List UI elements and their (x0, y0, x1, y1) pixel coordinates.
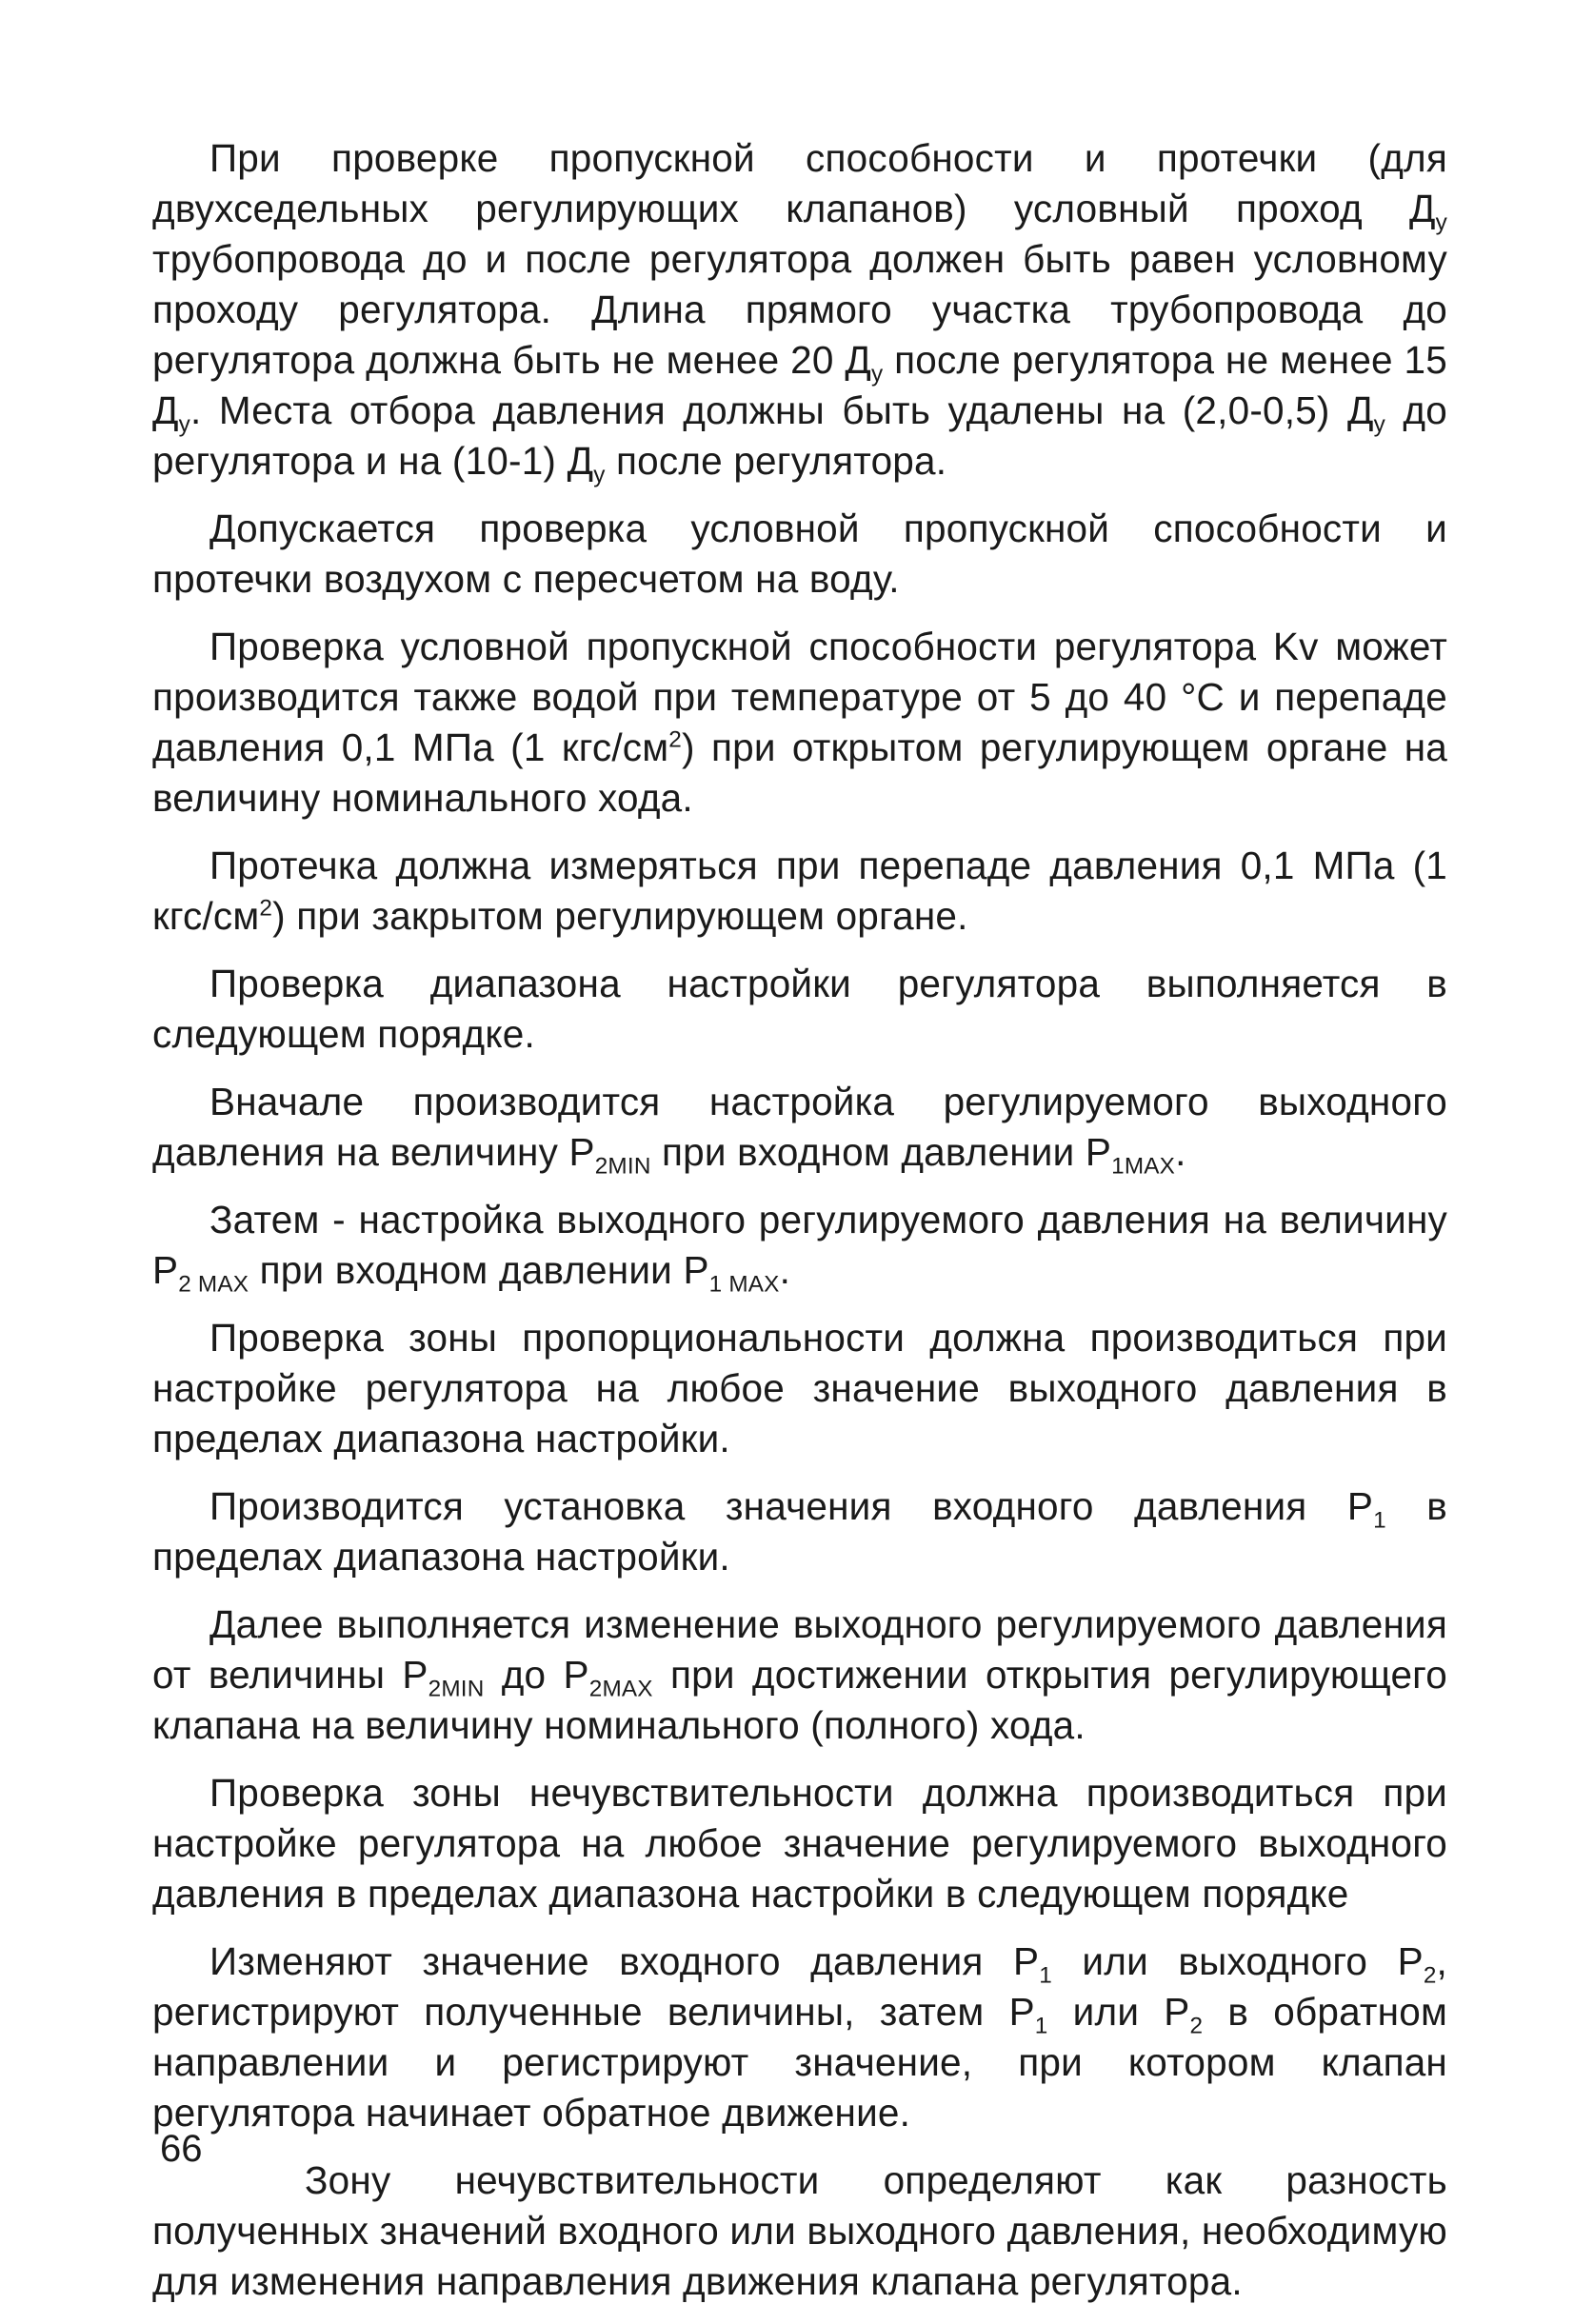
subscript: 1 MAX (708, 1271, 780, 1298)
text-run: при достижении открытия регулирующего клапана на величину номинального (полного) хода. (152, 1653, 1447, 1747)
text-run: в пределах диапазона настройки. (152, 1484, 1448, 1579)
superscript: 2 (259, 895, 273, 922)
text-run: Проверка диапазона настройки регулятора выполняется в следующем порядке. (152, 962, 1447, 1056)
text-run: Затем - настройка выходного регулируемого давления на величину Р (152, 1198, 1447, 1292)
paragraph-13 (152, 2155, 1447, 2307)
text-run: или Р (1047, 1990, 1190, 2034)
text-run: Проверка зоны нечувствительности должна производиться при настройке регулятора на любое значение регулируемого выходного давления в пределах диапазона настройки в следующем порядке (152, 1771, 1447, 1916)
paragraph-12 (152, 1937, 1447, 2138)
subscript: 1 (1373, 1507, 1386, 1534)
text-run: Проверка зоны пропорциональности должна производиться при настройке регулятора на любое значение выходного давления в пределах диапазона настройки. (152, 1316, 1447, 1460)
text-run: ) при открытом регулирующем органе на величину номинального хода. (152, 725, 1448, 820)
page-number: 66 (160, 2128, 203, 2170)
text-run: . (1175, 1130, 1186, 1174)
text-run: Зону нечувствительности определяют как разность полученных значений входного или выходного давления, необходимую для изменения направления движения клапана регулятора. (152, 2158, 1447, 2303)
subscript: у (1435, 209, 1447, 236)
text-run: Изменяют значение входного давления Р (209, 1939, 1040, 1983)
paragraph-5 (152, 959, 1447, 1060)
text-run: При проверке пропускной способности и протечки (для двухседельных регулирующих клапанов) условный проход Д (152, 136, 1447, 230)
text-run: Далее выполняется изменение выходного регулируемого давления от величины Р (152, 1602, 1447, 1697)
paragraph-9 (152, 1481, 1447, 1582)
paragraph-6 (152, 1077, 1447, 1178)
text-run: Протечка должна измеряться при перепаде давления 0,1 МПа (1 кгс/см (152, 844, 1447, 938)
subscript: 2MIN (594, 1153, 651, 1180)
text-run: Производится установка значения входного давления Р (209, 1484, 1374, 1528)
text-run: до регулятора и на (10-1) Д (152, 388, 1447, 483)
subscript: 1 (1039, 1962, 1052, 1989)
paragraph-3 (152, 622, 1447, 824)
text-run: при входном давлении Р (249, 1248, 709, 1292)
text-run: Допускается проверка условной пропускной способности и протечки воздухом с пересчетом на воду. (152, 507, 1447, 601)
text-run: , регистрируют полученные величины, затем Р (152, 1939, 1447, 2034)
paragraph-10 (152, 1599, 1447, 1751)
subscript: 2MAX (588, 1676, 653, 1702)
subscript: 2 MAX (178, 1271, 249, 1298)
page-body (152, 133, 1447, 2324)
subscript: у (1373, 411, 1386, 438)
text-run: после регулятора не менее 15 Д (152, 338, 1447, 432)
text-run: в обратном направлении и регистрируют значение, при котором клапан регулятора начинает обратное движение. (152, 1990, 1447, 2135)
subscript: 2 (1423, 1962, 1437, 1989)
subscript: у (593, 462, 606, 488)
text-run: до Р (484, 1653, 589, 1697)
text-run: при входном давлении Р (650, 1130, 1112, 1174)
text-run: после регулятора. (605, 439, 947, 483)
paragraph-11 (152, 1768, 1447, 1919)
text-run: . Места отбора давления должны быть удалены на (2,0-0,5) Д (190, 388, 1374, 432)
text-run: Проверка условной пропускной способности регулятора Kv может производится также водой при температуре от 5 до 40 °С и перепаде давления 0,1 МПа (1 кгс/см (152, 625, 1447, 769)
superscript: 2 (668, 726, 682, 753)
subscript: 1 (1034, 2013, 1048, 2039)
text-run: . (779, 1248, 791, 1292)
paragraph-8 (152, 1313, 1447, 1464)
paragraph-7 (152, 1195, 1447, 1296)
text-run: трубопровода до и после регулятора должен быть равен условному проходу регулятора. Длина прямого участка трубопровода до регулятора должна быть не менее 20 Д (152, 237, 1447, 382)
text-run: или выходного Р (1051, 1939, 1424, 1983)
subscript: 2 (1189, 2013, 1204, 2039)
paragraph-2 (152, 504, 1447, 605)
text-run: Вначале производится настройка регулируемого выходного давления на величину Р (152, 1080, 1447, 1174)
paragraph-4 (152, 841, 1447, 942)
subscript: 2MIN (428, 1676, 485, 1702)
paragraph-1 (152, 133, 1447, 487)
subscript: у (178, 411, 190, 438)
subscript: 1MAX (1111, 1153, 1176, 1180)
subscript: у (871, 361, 884, 387)
text-run: ) при закрытом регулирующем органе. (272, 894, 968, 938)
